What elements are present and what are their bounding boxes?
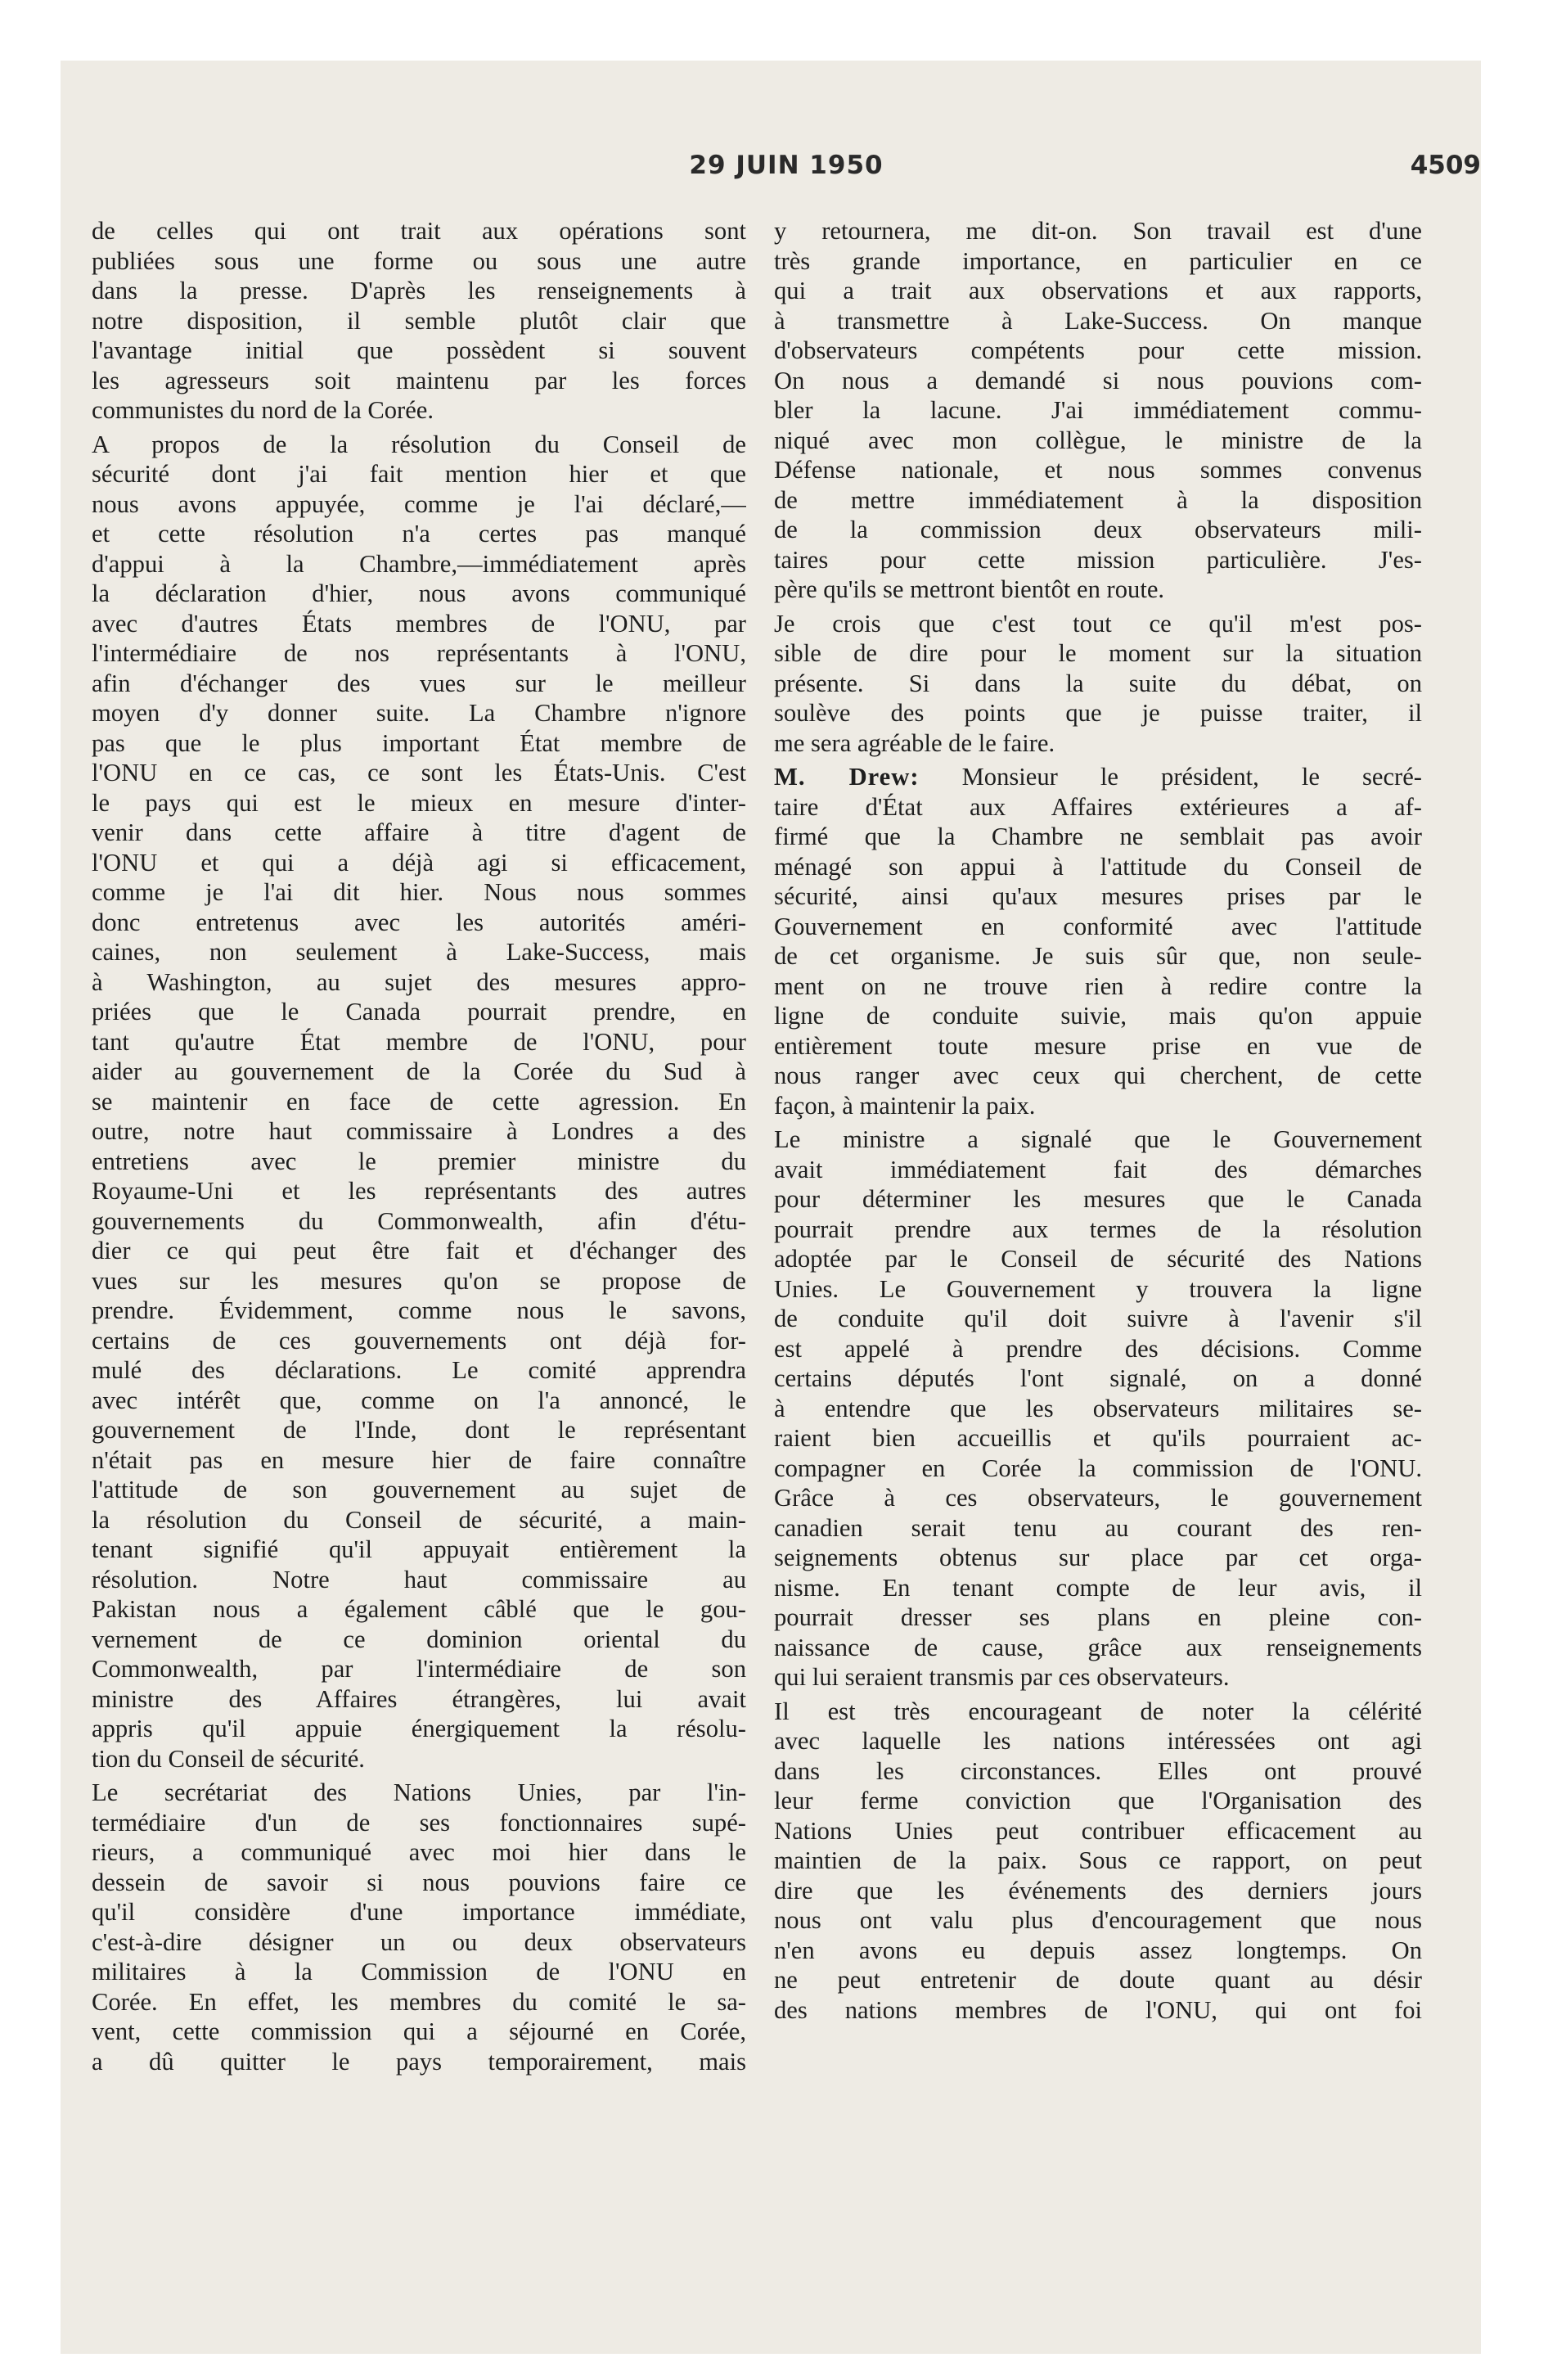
text-line: qui a trait aux observations et aux rapports, (774, 277, 1422, 304)
text-line: afin d'échanger des vues sur le meilleur (92, 669, 746, 697)
text-line: sécurité, ainsi qu'aux mesures prises par le (774, 882, 1422, 910)
text-line: les agresseurs soit maintenu par les forces (92, 366, 746, 394)
text-line: soulève des points que je puisse traiter, il (774, 699, 1422, 727)
text-line: bler la lacune. J'ai immédiatement commu- (774, 396, 1422, 424)
text-line: adoptée par le Conseil de sécurité des Nations (774, 1245, 1422, 1273)
text-line: gouvernements du Commonwealth, afin d'étu- (92, 1206, 746, 1235)
text-line: Le ministre a signalé que le Gouvernement (774, 1125, 1422, 1153)
text-line: l'attitude de son gouvernement au sujet de (92, 1476, 746, 1503)
text-line: père qu'ils se mettront bientôt en route. (774, 575, 1165, 603)
text-line: priées que le Canada pourrait prendre, en (92, 998, 746, 1025)
page-number: 4509 (1410, 151, 1481, 180)
speaker-name: M. Drew: (774, 763, 920, 791)
text-line: Pakistan nous a également câblé que le gou- (92, 1595, 746, 1623)
text-line: niqué avec mon collègue, le ministre de la (774, 426, 1422, 454)
text-line: d'observateurs compétents pour cette mission. (774, 336, 1422, 364)
text-line: sécurité dont j'ai fait mention hier et que (92, 460, 746, 488)
text-line: mulé des déclarations. Le comité apprendra (92, 1356, 746, 1384)
text-line: communistes du nord de la Corée. (92, 396, 434, 424)
text-line: la déclaration d'hier, nous avons communiqué (92, 579, 746, 607)
text-line: gouvernement de l'Inde, dont le représentant (92, 1416, 746, 1444)
text-line: pas que le plus important État membre de (92, 728, 746, 757)
text-line: entretiens avec le premier ministre du (92, 1147, 746, 1175)
paragraph (774, 216, 1422, 605)
text-line: de mettre immédiatement à la disposition (774, 485, 1422, 514)
text-line: Défense nationale, et nous sommes convenus (774, 456, 1422, 484)
text-line: tion du Conseil de sécurité. (92, 1744, 365, 1773)
text-line: firmé que la Chambre ne semblait pas avoir (774, 823, 1422, 850)
text-line: Gouvernement en conformité avec l'attitude (774, 912, 1422, 940)
text-line: prendre. Évidemment, comme nous le savons, (92, 1296, 746, 1324)
text-line: maintien de la paix. Sous ce rapport, on peut (774, 1846, 1422, 1874)
paragraph (774, 762, 1422, 1120)
text-line: avec intérêt que, comme on l'a annoncé, le (92, 1386, 746, 1414)
text-line: seignements obtenus sur place par cet orga- (774, 1544, 1422, 1571)
text-line: à Washington, au sujet des mesures appro- (92, 967, 746, 996)
text-line: façon, à maintenir la paix. (774, 1091, 1036, 1120)
text-line: militaires à la Commission de l'ONU en (92, 1958, 746, 1986)
text-line: a dû quitter le pays temporairement, mais (92, 2047, 746, 2076)
paragraph (774, 609, 1422, 759)
text-line: qui lui seraient transmis par ces observateurs. (774, 1663, 1230, 1691)
text-line: la résolution du Conseil de sécurité, a main- (92, 1505, 746, 1534)
text-line: de cet organisme. Je suis sûr que, non seule- (774, 942, 1422, 970)
text-line: avec laquelle les nations intéressées ont agi (774, 1727, 1422, 1755)
text-line: l'avantage initial que possèdent si souvent (92, 336, 746, 364)
text-line: dire que les événements des derniers jours (774, 1876, 1422, 1904)
text-line: caines, non seulement à Lake-Success, mais (92, 938, 746, 966)
text-line: tenant signifié qu'il appuyait entièrement la (92, 1535, 746, 1563)
text-line: me sera agréable de le faire. (774, 728, 1055, 757)
text-line: avec d'autres États membres de l'ONU, par (92, 609, 746, 638)
left-column (92, 216, 746, 2076)
text-line: Il est très encourageant de noter la célérité (774, 1697, 1422, 1725)
text-line: taire d'État aux Affaires extérieures a af- (774, 792, 1422, 821)
text-line: le pays qui est le mieux en mesure d'inter- (92, 788, 746, 817)
text-line: nisme. En tenant compte de leur avis, il (774, 1573, 1422, 1602)
text-line: dier ce qui peut être fait et d'échanger des (92, 1237, 746, 1264)
text-line: Corée. En effet, les membres du comité le sa- (92, 1987, 746, 2016)
text-line: appris qu'il appuie énergiquement la résolu- (92, 1715, 746, 1742)
text-line: outre, notre haut commissaire à Londres a des (92, 1117, 746, 1145)
text-line: présente. Si dans la suite du débat, on (774, 669, 1422, 697)
paragraph (774, 1697, 1422, 2026)
paragraph (774, 1125, 1422, 1693)
text-line: c'est-à-dire désigner un ou deux observateurs (92, 1927, 746, 1956)
text-line: compagner en Corée la commission de l'ONU. (774, 1454, 1422, 1482)
text-line: vent, cette commission qui a séjourné en Corée, (92, 2017, 746, 2045)
text-line: Grâce à ces observateurs, le gouvernement (774, 1484, 1422, 1512)
text-line: comme je l'ai dit hier. Nous nous sommes (92, 878, 746, 906)
text-line: Nations Unies peut contribuer efficacement au (774, 1816, 1422, 1845)
text-line: notre disposition, il semble plutôt clair que (92, 306, 746, 335)
text-line: ménagé son appui à l'attitude du Conseil de (774, 852, 1422, 881)
text-line: se maintenir en face de cette agression. En (92, 1087, 746, 1116)
text-line: des nations membres de l'ONU, qui ont foi (774, 1995, 1422, 2024)
text-line: leur ferme conviction que l'Organisation des (774, 1787, 1422, 1814)
text-line: dans la presse. D'après les renseignements à (92, 277, 746, 304)
text-line: venir dans cette affaire à titre d'agent de (92, 818, 746, 846)
text-line: très grande importance, en particulier en ce (774, 246, 1422, 275)
text-line: à transmettre à Lake-Success. On manque (774, 306, 1422, 335)
text-line: de conduite qu'il doit suivre à l'avenir s'il (774, 1305, 1422, 1332)
right-column (774, 216, 1422, 2025)
text-line: et cette résolution n'a certes pas manqué (92, 520, 746, 548)
text-line: est appelé à prendre des décisions. Comme (774, 1334, 1422, 1363)
text-line: certains députés l'ont signalé, on a donné (774, 1364, 1422, 1392)
text-line: pour déterminer les mesures que le Canada (774, 1185, 1422, 1213)
text-line: A propos de la résolution du Conseil de (92, 430, 746, 458)
text-line: qu'il considère d'une importance immédiate, (92, 1898, 746, 1926)
text-line: vernement de ce dominion oriental du (92, 1625, 746, 1653)
text-line: ment on ne trouve rien à redire contre la (774, 971, 1422, 1000)
text-line: vues sur les mesures qu'on se propose de (92, 1266, 746, 1295)
text-line: pourrait prendre aux termes de la résolution (774, 1215, 1422, 1243)
text-line: dessein de savoir si nous pouvions faire ce (92, 1868, 746, 1896)
text-line: Unies. Le Gouvernement y trouvera la ligne (774, 1274, 1422, 1303)
text-line: nous avons appuyée, comme je l'ai déclaré,— (92, 489, 746, 518)
text-line: résolution. Notre haut commissaire au (92, 1565, 746, 1593)
text-line: d'appui à la Chambre,—immédiatement après (92, 549, 746, 578)
text-line: Je crois que c'est tout ce qu'il m'est pos- (774, 609, 1422, 638)
text-line: l'ONU en ce cas, ce sont les États-Unis. C'est (92, 759, 746, 787)
running-header (92, 151, 1481, 187)
text-line: rieurs, a communiqué avec moi hier dans le (92, 1838, 746, 1866)
text-line: n'était pas en mesure hier de faire connaître (92, 1445, 746, 1474)
paragraph (92, 430, 746, 1774)
text-line: pourrait dresser ses plans en pleine con- (774, 1603, 1422, 1631)
text-line: ministre des Affaires étrangères, lui avait (92, 1684, 746, 1713)
text-line: de celles qui ont trait aux opérations sont (92, 217, 746, 245)
text-line: tant qu'autre État membre de l'ONU, pour (92, 1027, 746, 1056)
text-line: canadien serait tenu au courant des ren- (774, 1513, 1422, 1542)
text-line: sible de dire pour le moment sur la situation (774, 639, 1422, 667)
text-line: l'ONU et qui a déjà agi si efficacement, (92, 848, 746, 877)
text-line: aider au gouvernement de la Corée du Sud à (92, 1057, 746, 1085)
text-line: Commonwealth, par l'intermédiaire de son (92, 1655, 746, 1683)
text-line: Royaume-Uni et les représentants des autres (92, 1177, 746, 1205)
text-line: de la commission deux observateurs mili- (774, 516, 1422, 543)
text-line: n'en avons eu depuis assez longtemps. On (774, 1936, 1422, 1964)
text-line: dans les circonstances. Elles ont prouvé (774, 1756, 1422, 1785)
text-line: moyen d'y donner suite. La Chambre n'ignore (92, 699, 746, 727)
page-date: 29 JUIN 1950 (689, 151, 884, 180)
text-line: certains de ces gouvernements ont déjà for- (92, 1326, 746, 1355)
text-line: taires pour cette mission particulière. J'es- (774, 545, 1422, 574)
text-line: entièrement toute mesure prise en vue de (774, 1031, 1422, 1060)
text-line: l'intermédiaire de nos représentants à l'ONU, (92, 639, 746, 667)
text-line: publiées sous une forme ou sous une autre (92, 246, 746, 275)
text-line: naissance de cause, grâce aux renseignements (774, 1633, 1422, 1661)
text-line: raient bien accueillis et qu'ils pourraient ac- (774, 1424, 1422, 1452)
text-line: ligne de conduite suivie, mais qu'on appuie (774, 1002, 1422, 1030)
text-line: donc entretenus avec les autorités améri- (92, 908, 746, 936)
text-line: à entendre que les observateurs militaires se- (774, 1394, 1422, 1422)
text-line: Le secrétariat des Nations Unies, par l'in- (92, 1778, 746, 1806)
text-line: termédiaire d'un de ses fonctionnaires supé- (92, 1808, 746, 1837)
text-line: On nous a demandé si nous pouvions com- (774, 366, 1422, 394)
text-line: nous ont valu plus d'encouragement que nous (774, 1906, 1422, 1934)
text-line: y retournera, me dit-on. Son travail est d'une (774, 217, 1422, 245)
speaker-line: M. Drew: Monsieur le président, le secré- (774, 763, 1422, 791)
paragraph (92, 1778, 746, 2076)
text-line: nous ranger avec ceux qui cherchent, de cette (774, 1062, 1422, 1089)
text-line: ne peut entretenir de doute quant au désir (774, 1966, 1422, 1994)
text-line: avait immédiatement fait des démarches (774, 1155, 1422, 1183)
paragraph (92, 216, 746, 426)
